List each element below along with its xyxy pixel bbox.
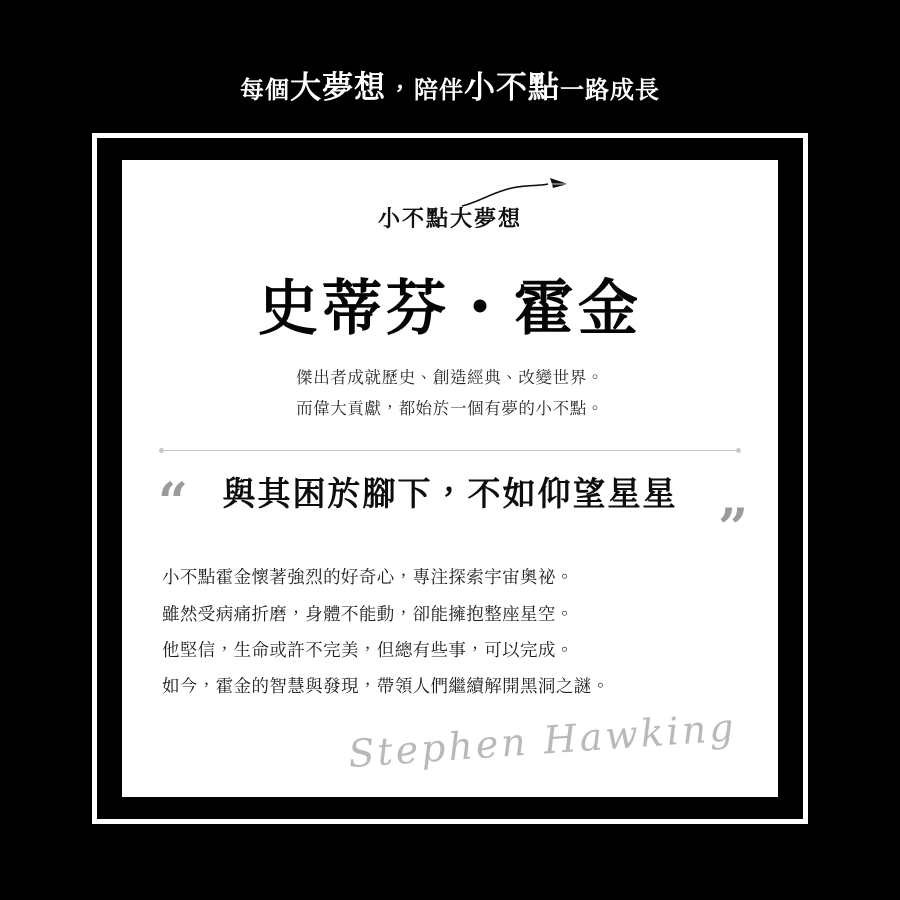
brand-logo bbox=[122, 202, 778, 254]
subtitle-line-1: 傑出者成就歷史、創造經典、改變世界。 bbox=[296, 369, 604, 388]
headline-part1: 每個 bbox=[240, 77, 290, 104]
brand-name: 小不點大夢想 bbox=[377, 206, 522, 231]
quote-text: 與其困於腳下，不如仰望星星 bbox=[222, 475, 678, 513]
quote-block bbox=[122, 472, 778, 560]
section-divider bbox=[161, 450, 739, 451]
body-paragraph bbox=[162, 559, 738, 705]
page-title: 史蒂芬・霍金 bbox=[258, 274, 642, 344]
body-line-2: 雖然受病痛折磨，身體不能動，卻能擁抱整座星空。 bbox=[162, 603, 574, 624]
headline-part4: 小不點 bbox=[464, 70, 560, 105]
paper-plane-swoosh-icon bbox=[460, 176, 580, 208]
quote-open-mark: “ bbox=[158, 472, 188, 534]
quote-close-mark: ” bbox=[718, 498, 748, 560]
subtitle-block bbox=[122, 363, 778, 424]
headline-part5: 一路成長 bbox=[560, 77, 660, 104]
body-line-1: 小不點霍金懷著強烈的好奇心，專注探索宇宙奧祕。 bbox=[162, 567, 574, 588]
card-outer-frame bbox=[92, 133, 808, 824]
body-line-4: 如今，霍金的智慧與發現，帶領人們繼續解開黑洞之謎。 bbox=[162, 676, 610, 697]
poster-headline bbox=[0, 62, 900, 107]
headline-part2: 大夢想 bbox=[290, 70, 386, 105]
card-inner bbox=[122, 160, 778, 797]
headline-part3: 陪伴 bbox=[414, 77, 464, 104]
subtitle-line-2: 而偉大貢獻，都始於一個有夢的小不點。 bbox=[296, 399, 604, 418]
body-line-3: 他堅信，生命或許不完美，但總有些事，可以完成。 bbox=[162, 640, 574, 660]
headline-comma: ， bbox=[388, 77, 412, 104]
signature: Stephen Hawking bbox=[346, 705, 738, 777]
